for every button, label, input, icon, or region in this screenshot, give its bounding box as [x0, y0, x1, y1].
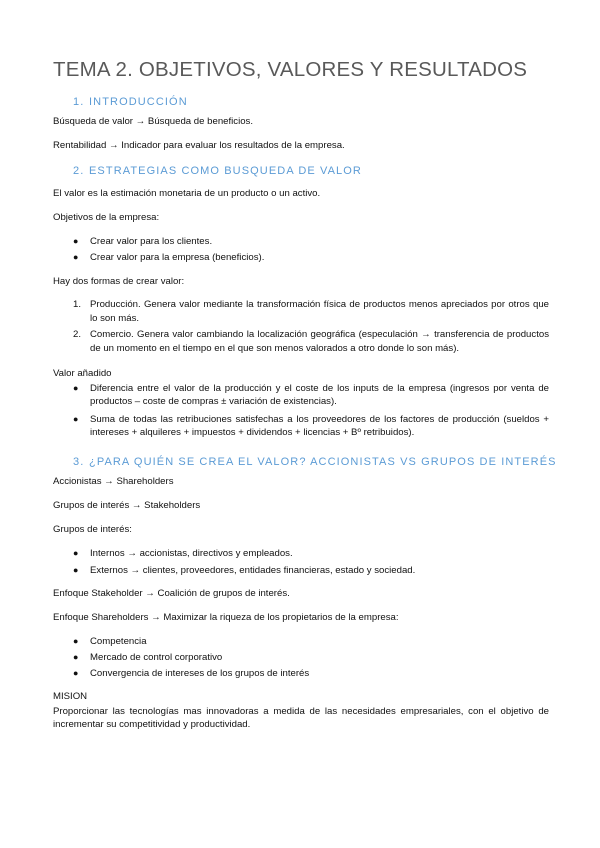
- list-item: ● Convergencia de intereses de los grupos de interés: [73, 668, 310, 679]
- bullet-icon: ●: [73, 236, 79, 246]
- section-number: 1.: [73, 96, 85, 108]
- list-item: ● Crear valor para los clientes.: [73, 236, 213, 247]
- intro-line-2: Rentabilidad → Indicador para evaluar los resultados de la empresa.: [53, 140, 345, 151]
- list-item: ● Internos → accionistas, directivos y empleados.: [73, 548, 293, 559]
- formas-label: Hay dos formas de crear valor:: [53, 276, 185, 287]
- numbered-item: 2. Comercio. Genera valor cambiando la localización geográfica (especulación → transferencia de productos de un momento en el tiempo en el que son menos valorados a otro donde lo son más).: [73, 329, 549, 354]
- list-item: ● Externos → clientes, proveedores, entidades financieras, estado y sociedad.: [73, 565, 416, 576]
- list-item: ● Diferencia entre el valor de la producción y el coste de los inputs de la empresa (ingresos por venta de productos – coste de compras ± variación de existencias).: [73, 383, 549, 407]
- valor-definition: El valor es la estimación monetaria de un producto o un activo.: [53, 188, 321, 199]
- enfoque-stakeholder: Enfoque Stakeholder → Coalición de grupos de interés.: [53, 588, 290, 599]
- list-item: ● Competencia: [73, 636, 147, 647]
- section-title: ¿PARA QUIÉN SE CREA EL VALOR? ACCIONISTAS VS GRUPOS DE INTERÉS: [89, 456, 557, 468]
- bullet-icon: ●: [73, 565, 79, 575]
- stakeholders-line: Grupos de interés → Stakeholders: [53, 500, 201, 511]
- section-heading-2: [73, 165, 362, 177]
- section-number: 3.: [73, 456, 85, 468]
- bullet-icon: ●: [73, 548, 79, 558]
- intro-line-1: Búsqueda de valor → Búsqueda de beneficios.: [53, 116, 254, 127]
- bullet-icon: ●: [73, 383, 79, 393]
- bullet-icon: ●: [73, 668, 79, 678]
- mision-label: MISION: [53, 691, 88, 702]
- page-title: TEMA 2. OBJETIVOS, VALORES Y RESULTADOS: [53, 58, 528, 81]
- bullet-icon: ●: [73, 636, 79, 646]
- objetivos-label: Objetivos de la empresa:: [53, 212, 160, 223]
- list-item: ● Suma de todas las retribuciones satisfechas a los proveedores de los factores de producción (sueldos + intereses + alquileres + impuestos + dividendos + licencias + Bº retribuidos).: [73, 414, 549, 438]
- section-heading-3: [73, 456, 557, 468]
- enfoque-shareholders: Enfoque Shareholders → Maximizar la riqueza de los propietarios de la empresa:: [53, 612, 399, 623]
- numbered-item: 1. Producción. Genera valor mediante la transformación física de productos menos apreciados por otros que lo son más.: [73, 299, 549, 324]
- valor-anadido-label: Valor añadido: [53, 368, 112, 379]
- bullet-icon: ●: [73, 652, 79, 662]
- bullet-icon: ●: [73, 414, 79, 424]
- section-number: 2.: [73, 165, 85, 177]
- section-title: ESTRATEGIAS COMO BUSQUEDA DE VALOR: [89, 165, 362, 177]
- shareholders-line: Accionistas → Shareholders: [53, 476, 174, 487]
- grupos-label: Grupos de interés:: [53, 524, 132, 535]
- section-title: INTRODUCCIÓN: [89, 96, 188, 108]
- list-item: ● Crear valor para la empresa (beneficios).: [73, 252, 265, 263]
- list-item: ● Mercado de control corporativo: [73, 652, 223, 663]
- bullet-icon: ●: [73, 252, 79, 262]
- mision-text: Proporcionar las tecnologías mas innovadoras a medida de las necesidades empresariales, con el objetivo de incrementar su competitividad y productividad.: [53, 706, 549, 730]
- section-heading-1: [73, 96, 188, 108]
